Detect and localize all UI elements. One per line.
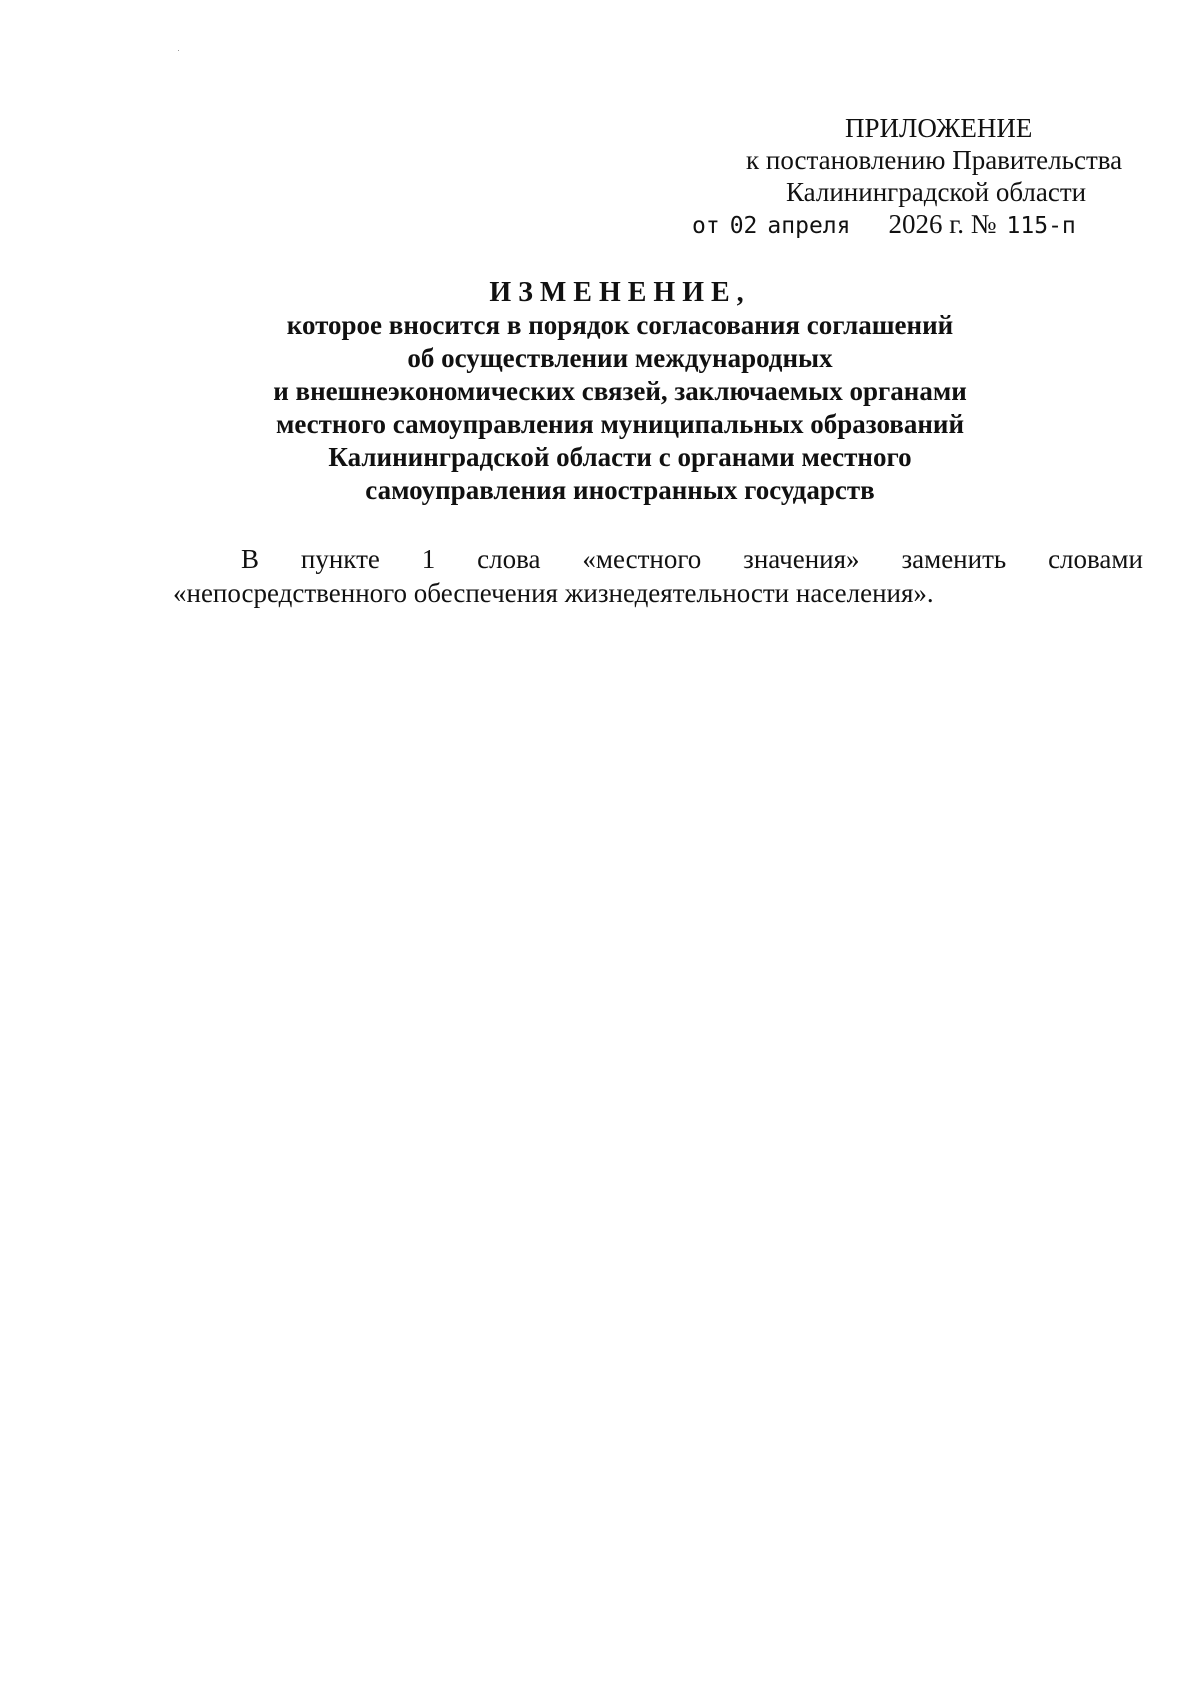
annex-reference-line: к постановлению Правительства: [746, 145, 1123, 175]
annex-block: [600, 112, 1140, 242]
title-line: которое вносится в порядок согласования соглашений: [286, 310, 954, 340]
body-line-1: [173, 542, 1143, 576]
date-year: 2026 г. №: [888, 209, 997, 239]
title-line: самоуправления иностранных государств: [365, 475, 875, 505]
title-line: и внешнеэкономических связей, заключаемых органами: [273, 376, 967, 406]
body-word: словами: [1048, 544, 1143, 574]
body-paragraph: [173, 542, 1143, 610]
body-word: В: [241, 544, 260, 574]
date-day: 02: [729, 213, 758, 239]
annex-date-line: [600, 208, 1140, 242]
annex-heading: ПРИЛОЖЕНИЕ: [845, 113, 1033, 143]
document-number: 115-п: [1006, 213, 1076, 239]
title-line: Калининградской области с органами местного: [328, 442, 912, 472]
body-word: пункте: [300, 544, 380, 574]
body-word: слова: [477, 544, 541, 574]
scan-speck: [178, 50, 179, 51]
title-word: ИЗМЕНЕНИЕ,: [489, 277, 751, 308]
document-title: [240, 276, 1000, 507]
body-word: «местного: [582, 544, 702, 574]
date-month: апреля: [767, 213, 851, 239]
body-word: значения»: [743, 544, 860, 574]
body-word: 1: [421, 544, 436, 574]
date-prefix: от: [692, 213, 720, 239]
title-line: местного самоуправления муниципальных образований: [275, 409, 965, 439]
title-line: об осуществлении международных: [407, 343, 833, 373]
body-line-2: «непосредственного обеспечения жизнедеятельности населения».: [173, 578, 934, 608]
annex-region-line: Калининградской области: [786, 177, 1087, 207]
body-word: заменить: [901, 544, 1007, 574]
